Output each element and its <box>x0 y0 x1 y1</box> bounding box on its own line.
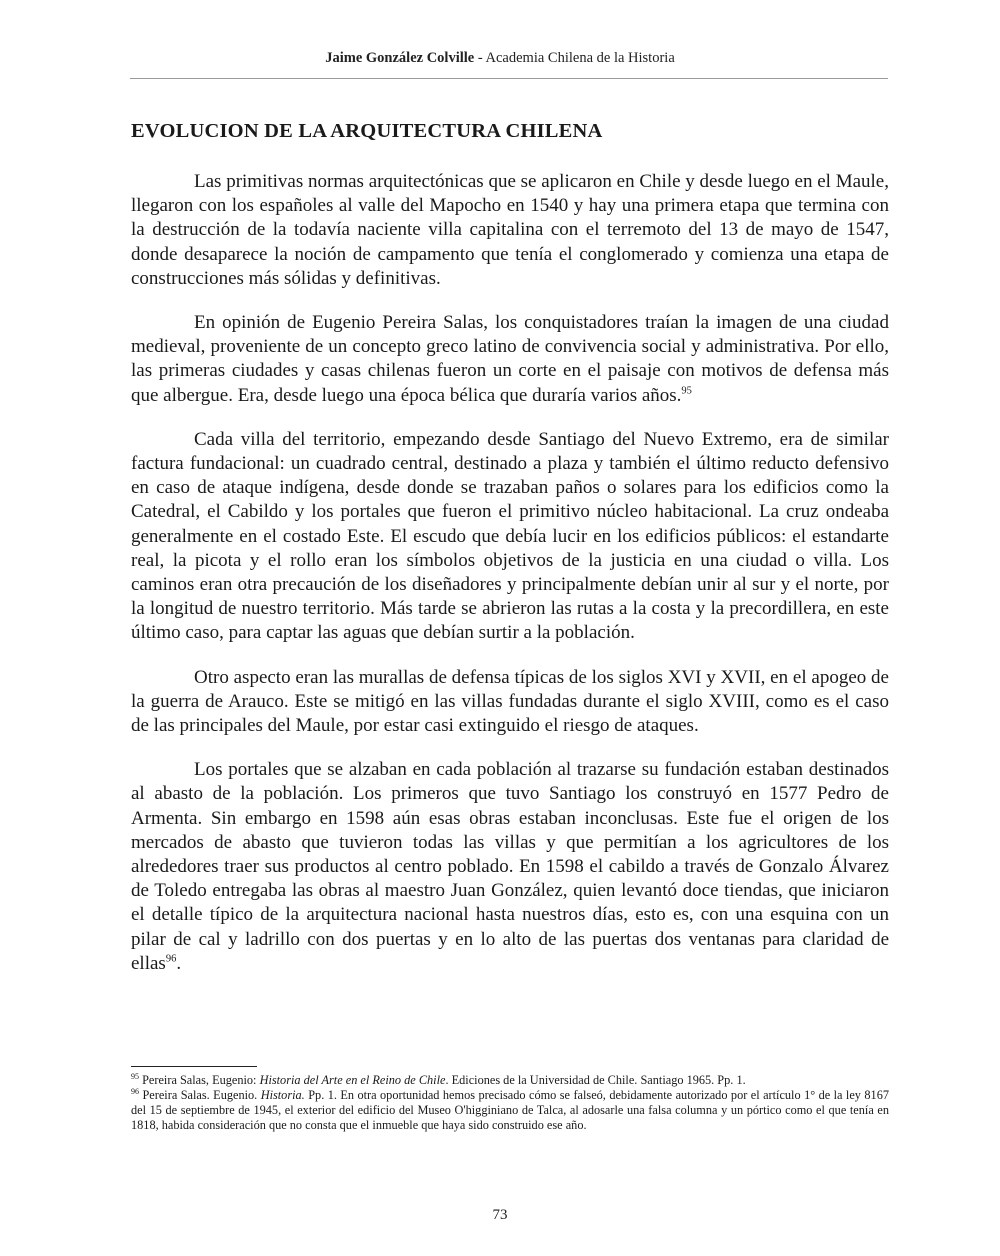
footnote-title: Historia. <box>260 1088 305 1102</box>
running-header <box>0 50 1000 67</box>
chapter-title: EVOLUCION DE LA ARQUITECTURA CHILENA <box>131 120 603 142</box>
footnote-suffix: . Ediciones de la Universidad de Chile. Santiago 1965. Pp. 1. <box>445 1073 746 1087</box>
page-number: 73 <box>492 1207 508 1223</box>
footnote-prefix: Pereira Salas, Eugenio: <box>142 1073 260 1087</box>
header-separator: - <box>474 50 486 66</box>
paragraph-end: . <box>176 952 182 974</box>
paragraph-3 <box>131 428 889 646</box>
paragraph-text: Las primitivas normas arquitectónicas que se aplicaron en Chile y desde luego en el Maule, llegaron con los españoles al valle del Mapocho en 1540 y hay una primera etapa que termina con la destrucción de la todavía naciente villa capitalina con el terremoto del 13 de mayo de 1547, donde desaparece la noción de campamento que tenía el conglomerado y comienza una etapa de construcciones más sólidas y definitivas. <box>131 171 889 289</box>
footnote-prefix: Pereira Salas. Eugenio. <box>142 1088 261 1102</box>
footnote-number: 95 <box>131 1071 139 1081</box>
footnote-number: 96 <box>131 1086 139 1096</box>
paragraph-1 <box>131 170 889 291</box>
paragraph-4 <box>131 666 889 739</box>
footnote-suffix: Pp. 1. En otra oportunidad hemos precisado cómo se falseó, debidamente autorizado por el artículo 1° de la ley 8167 del 15 de septiembre de 1945, el exterior del edificio del Museo O'higginiano de Talca, al adosarle una falsa columna y un pórtico como el que tenía en 1818, habida consideración que no consta que el inmueble que haya sido construido ese año. <box>131 1088 889 1132</box>
footnotes <box>131 1073 889 1133</box>
footnote-ref-95: 95 <box>681 385 692 397</box>
paragraph-5 <box>131 758 889 976</box>
footnote-95 <box>131 1073 889 1088</box>
body-text <box>131 170 889 976</box>
footnote-title: Historia del Arte en el Reino de Chile <box>259 1073 446 1087</box>
header-rule <box>130 78 888 79</box>
paragraph-text: En opinión de Eugenio Pereira Salas, los conquistadores traían la imagen de una ciudad medieval, proveniente de un concepto greco latino de convivencia social y administrativa. Por ello, las primeras ciudades y casas chilenas fueron un corte en el paisaje con motivos de defensa más que albergue. Era, desde luego una época bélica que duraría varios años. <box>131 312 889 406</box>
paragraph-2 <box>131 311 889 408</box>
header-institution: Academia Chilena de la Historia <box>485 50 675 66</box>
paragraph-text: Los portales que se alzaban en cada población al trazarse su fundación estaban destinados al abasto de la población. Los primeros que tuvo Santiago los construyó en 1577 Pedro de Armenta. Sin embargo en 1598 aún esas obras estaban inconclusas. Este fue el origen de los mercados de abasto que tuvieron todas las villas y que permitían a los agricultores de los alrededores traer sus productos al centro poblado. En 1598 el cabildo a través de Gonzalo Álvarez de Toledo entregaba las obras al maestro Juan González, quien levantó doce tiendas, que iniciaron el detalle típico de la arquitectura nacional hasta nuestros días, esto es, con una esquina con un pilar de cal y ladrillo con dos puertas y en lo alto de las puertas dos ventanas para claridad de ellas <box>131 759 889 974</box>
footnote-rule <box>131 1066 257 1067</box>
header-author: Jaime González Colville <box>325 50 475 66</box>
footnote-ref-96: 96 <box>165 953 177 965</box>
footnote-96 <box>131 1088 889 1133</box>
paragraph-text: Cada villa del territorio, empezando desde Santiago del Nuevo Extremo, era de similar factura fundacional: un cuadrado central, destinado a plaza y también el último reducto defensivo en caso de ataque indígena, desde donde se trazaban paños o solares para los edificios como la Catedral, el Cabildo y los portales que fueron el primitivo núcleo habitacional. La cruz ondeaba generalmente en el costado Este. El escudo que debía lucir en los edificios públicos: el estandarte real, la picota y el rollo eran los símbolos objetivos de la justicia en una ciudad o villa. Los caminos eran otra precaución de los diseñadores y principalmente debían unir al sur y el norte, por la longitud de nuestro territorio. Más tarde se abrieron las rutas a la costa y la precordillera, en este último caso, para captar las aguas que debían surtir a la población. <box>131 428 889 644</box>
paragraph-text: Otro aspecto eran las murallas de defensa típicas de los siglos XVI y XVII, en el apogeo de la guerra de Arauco. Este se mitigó en las villas fundadas durante el siglo XVIII, como es el caso de las principales del Maule, por estar casi extinguido el riesgo de ataques. <box>131 666 889 737</box>
